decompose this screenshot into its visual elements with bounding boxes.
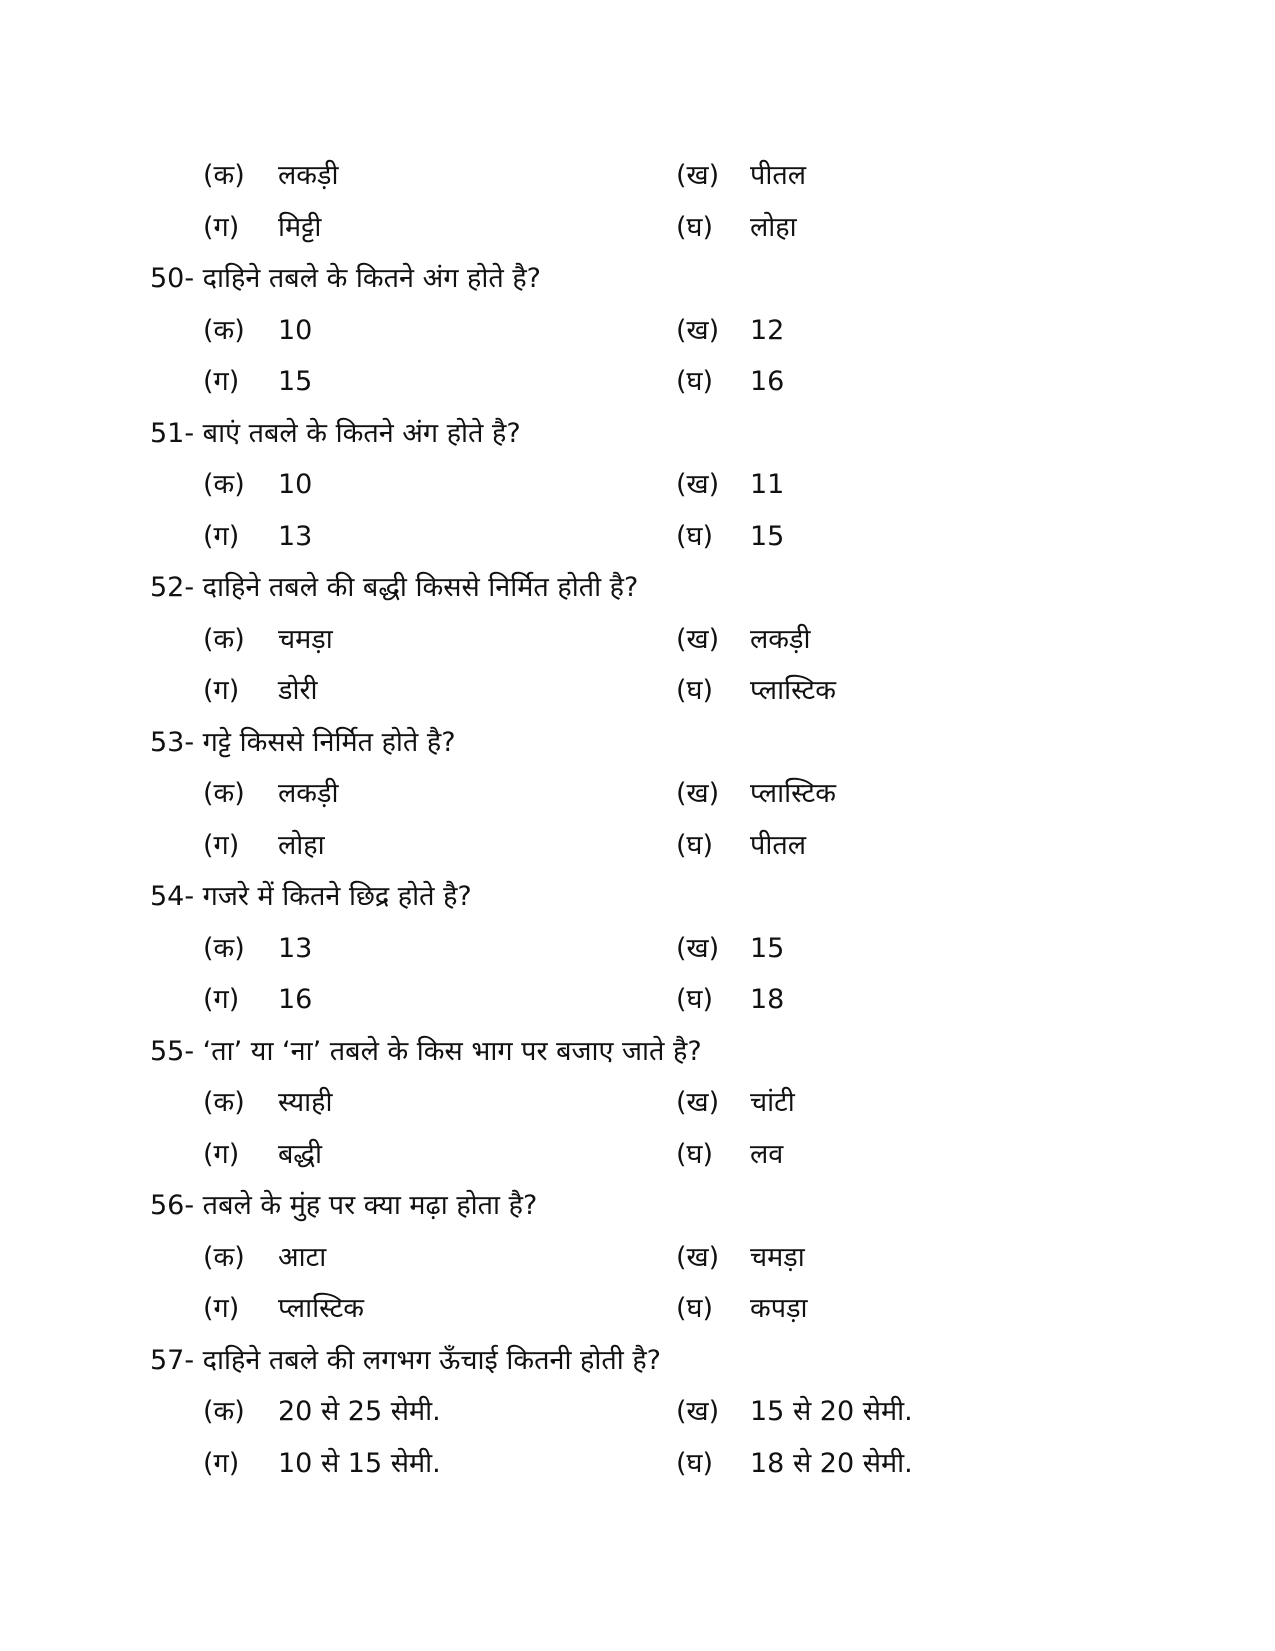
options-row <box>0 511 1275 563</box>
question-text: 50- दाहिने तबले के कितने अंग होते है? <box>150 263 541 294</box>
question-52 <box>0 562 1275 614</box>
options-row <box>0 202 1275 254</box>
option-letter: (क) <box>203 314 245 346</box>
option-text: 20 से 25 सेमी. <box>278 1396 441 1427</box>
option-letter: (घ) <box>676 984 714 1015</box>
option-letter: (क) <box>203 932 245 964</box>
option-letter: (घ) <box>676 1447 714 1479</box>
option-text: 18 से 20 सेमी. <box>750 1447 913 1479</box>
question-text: 55- ‘ता’ या ‘ना’ तबले के किस भाग पर बजाए जाते है? <box>150 1035 702 1067</box>
option-text: चमड़ा <box>750 1241 805 1273</box>
question-text: 53- गट्टे किससे निर्मित होते है? <box>150 726 456 758</box>
option-text: बद्धी <box>278 1138 322 1170</box>
option-text: 15 <box>750 520 785 552</box>
option-letter: (क) <box>203 160 245 191</box>
option-text: 16 <box>750 366 785 397</box>
option-text: 10 से 15 सेमी. <box>278 1447 441 1479</box>
question-51 <box>0 408 1275 460</box>
options-row <box>0 459 1275 511</box>
option-letter: (ख) <box>676 1396 720 1427</box>
option-letter: (घ) <box>676 675 714 706</box>
option-letter: (ख) <box>676 1241 720 1273</box>
option-text: लकड़ी <box>278 160 339 191</box>
option-text: कपड़ा <box>750 1293 808 1324</box>
option-letter: (घ) <box>676 1293 714 1324</box>
option-text: 10 <box>278 314 313 346</box>
option-letter: (ग) <box>203 520 240 552</box>
option-letter: (ग) <box>203 984 240 1015</box>
options-row <box>0 1438 1275 1490</box>
option-text: डोरी <box>278 675 318 706</box>
question-53 <box>0 717 1275 769</box>
option-text: 11 <box>750 469 785 500</box>
option-letter: (ख) <box>676 160 720 191</box>
options-row <box>0 1386 1275 1438</box>
option-text: 18 <box>750 984 785 1015</box>
question-54 <box>0 871 1275 923</box>
option-letter: (ख) <box>676 623 720 655</box>
question-list <box>0 253 1275 1489</box>
option-letter: (ख) <box>676 1087 720 1118</box>
question-57 <box>0 1335 1275 1387</box>
options-row <box>0 768 1275 820</box>
option-text: पीतल <box>750 829 807 861</box>
options-row <box>0 614 1275 666</box>
option-letter: (क) <box>203 1396 245 1427</box>
question-50 <box>0 253 1275 305</box>
option-letter: (ग) <box>203 1293 240 1324</box>
question-56 <box>0 1180 1275 1232</box>
option-letter: (घ) <box>676 829 714 861</box>
option-text: लकड़ी <box>750 623 811 655</box>
question-55 <box>0 1026 1275 1078</box>
option-letter: (क) <box>203 623 245 655</box>
option-letter: (ग) <box>203 1447 240 1479</box>
option-letter: (घ) <box>676 1138 714 1170</box>
option-letter: (घ) <box>676 211 714 243</box>
options-row <box>0 1232 1275 1284</box>
option-text: प्लास्टिक <box>278 1293 364 1324</box>
option-letter: (ख) <box>676 932 720 964</box>
options-row <box>0 1077 1275 1129</box>
option-text: 15 <box>278 366 313 397</box>
option-text: स्याही <box>278 1087 333 1118</box>
option-text: लकड़ी <box>278 778 339 809</box>
option-letter: (घ) <box>676 520 714 552</box>
option-letter: (ख) <box>676 469 720 500</box>
option-letter: (ग) <box>203 675 240 706</box>
option-text: लोहा <box>750 211 797 243</box>
option-text: लोहा <box>278 829 325 861</box>
option-letter: (ख) <box>676 778 720 809</box>
option-letter: (क) <box>203 778 245 809</box>
options-row <box>0 665 1275 717</box>
option-letter: (ग) <box>203 366 240 397</box>
option-letter: (ख) <box>676 314 720 346</box>
option-text: लव <box>750 1138 784 1170</box>
option-letter: (घ) <box>676 366 714 397</box>
options-row <box>0 356 1275 408</box>
option-text: 10 <box>278 469 313 500</box>
option-text: चांटी <box>750 1087 795 1118</box>
option-text: पीतल <box>750 160 807 191</box>
options-row <box>0 150 1275 202</box>
option-text: प्लास्टिक <box>750 675 836 706</box>
option-text: 15 <box>750 932 785 964</box>
options-row <box>0 1283 1275 1335</box>
options-row <box>0 974 1275 1026</box>
options-row <box>0 1129 1275 1181</box>
options-row <box>0 305 1275 357</box>
options-row <box>0 923 1275 975</box>
question-text: 52- दाहिने तबले की बद्धी किससे निर्मित होती है? <box>150 572 639 603</box>
question-text: 51- बाएं तबले के कितने अंग होते है? <box>150 417 521 449</box>
option-letter: (क) <box>203 469 245 500</box>
options-row <box>0 820 1275 872</box>
option-text: मिट्टी <box>278 211 322 243</box>
option-letter: (ग) <box>203 1138 240 1170</box>
option-letter: (क) <box>203 1241 245 1273</box>
question-text: 57- दाहिने तबले की लगभग ऊँचाई कितनी होती है? <box>150 1344 662 1376</box>
option-letter: (ग) <box>203 211 240 243</box>
option-text: 12 <box>750 314 785 346</box>
option-letter: (ग) <box>203 829 240 861</box>
option-text: 15 से 20 सेमी. <box>750 1396 913 1427</box>
option-text: चमड़ा <box>278 623 333 655</box>
option-text: आटा <box>278 1241 327 1273</box>
question-text: 56- तबले के मुंह पर क्या मढ़ा होता है? <box>150 1190 538 1221</box>
option-text: 13 <box>278 932 313 964</box>
option-text: 13 <box>278 520 313 552</box>
question-text: 54- गजरे में कितने छिद्र होते है? <box>150 881 472 912</box>
option-letter: (क) <box>203 1087 245 1118</box>
option-text: प्लास्टिक <box>750 778 836 809</box>
continuation-options <box>0 150 1275 253</box>
option-text: 16 <box>278 984 313 1015</box>
